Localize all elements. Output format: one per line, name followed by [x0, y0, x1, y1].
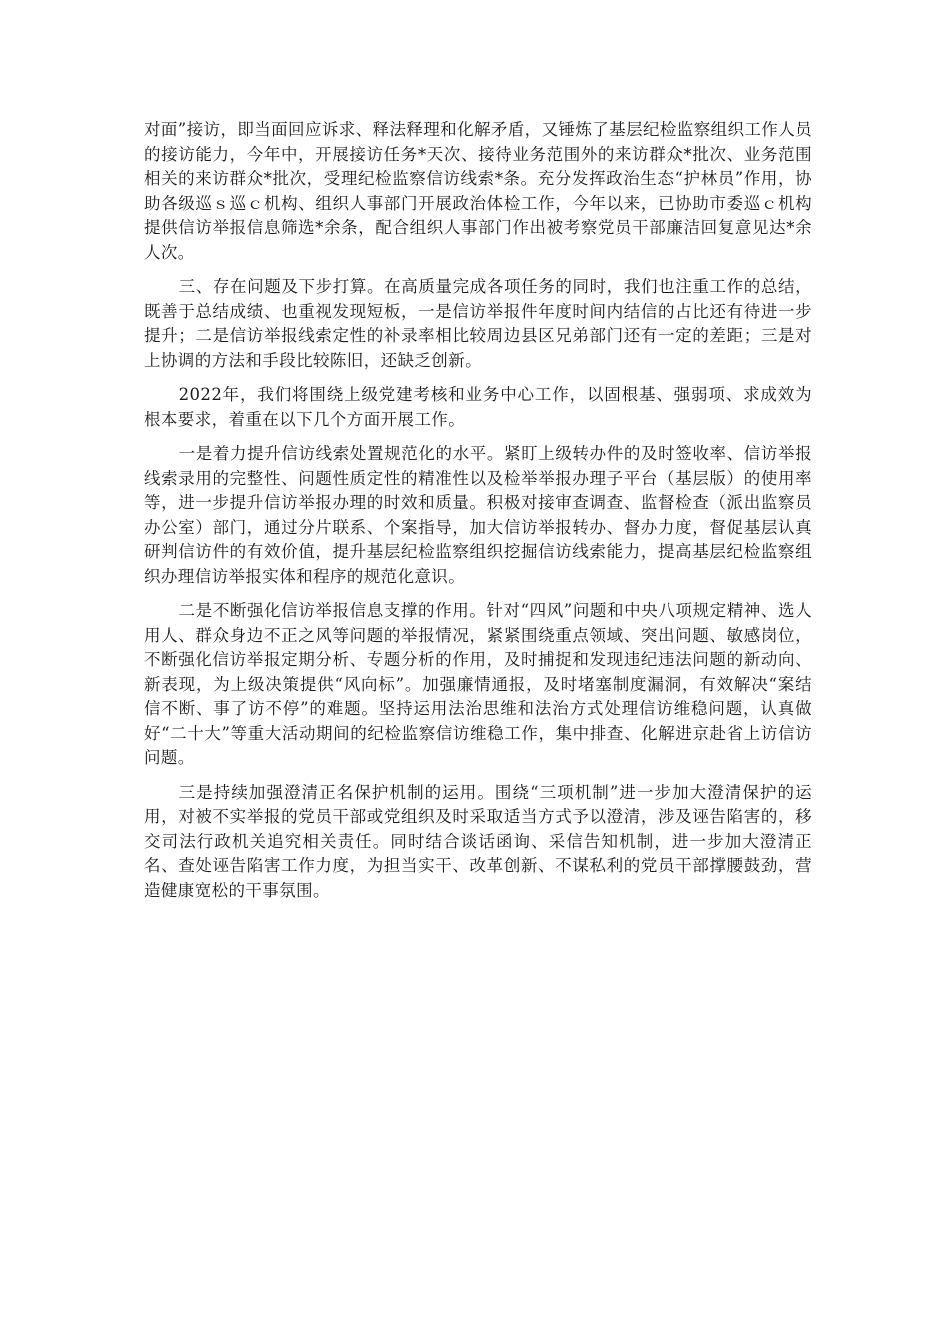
paragraph-item-two: 二是不断强化信访举报信息支撑的作用。针对“四风”问题和中央八项规定精神、选人用人、群众身边不正之风等问题的举报情况，紧紧围绕重点领域、突出问题、敏感岗位，不断强化信访举报定期分析、专题分析的作用，及时捕捉和发现违纪违法问题的新动向、新表现，为上级决策提供“风向标”。加强廉情通报，及时堵塞制度漏洞，有效解决“案结信不断、事了访不停”的难题。坚持运用法治思维和法治方式处理信访维稳问题，认真做好“二十大”等重大活动期间的纪检监察信访维稳工作，集中排查、化解进京赴省上访信访问题。	[144, 601, 812, 767]
paragraph-item-one: 一是着力提升信访线索处置规范化的水平。紧盯上级转办件的及时签收率、信访举报线索录用的完整性、问题性质定性的精准性以及检举举报办理子平台（基层版）的使用率等，进一步提升信访举报办理的时效和质量。积极对接审查调查、监督检查（派出监察员办公室）部门，通过分片联系、个案指导，加大信访举报转办、督办力度，督促基层认真研判信访件的有效价值，提升基层纪检监察组织挖掘信访线索能力，提高基层纪检监察组织办理信访举报实体和程序的规范化意识。	[144, 444, 812, 586]
paragraph-problems-and-plans: 三、存在问题及下步打算。在高质量完成各项任务的同时，我们也注重工作的总结，既善于总结成绩、也重视发现短板，一是信访举报件年度时间内结信的占比还有待进一步提升；二是信访举报线索定性的补录率相比较周边县区兄弟部门还有一定的差距；三是对上协调的方法和手段比较陈旧，还缺乏创新。	[144, 277, 812, 370]
document-body	[144, 118, 812, 913]
paragraph-2022-plan: 2022年，我们将围绕上级党建考核和业务中心工作，以固根基、强弱项、求成效为根本要求，着重在以下几个方面开展工作。	[144, 385, 812, 429]
paragraph-item-three: 三是持续加强澄清正名保护机制的运用。围绕“三项机制”进一步加大澄清保护的运用，对被不实举报的党员干部或党组织及时采取适当方式予以澄清，涉及诬告陷害的，移交司法行政机关追究相关责任。同时结合谈话函询、采信告知机制，进一步加大澄清正名、查处诬告陷害工作力度，为担当实干、改革创新、不谋私利的党员干部撑腰鼓劲，营造健康宽松的干事氛围。	[144, 782, 812, 900]
paragraph-continuation: 对面”接访，即当面回应诉求、释法释理和化解矛盾，又锤炼了基层纪检监察组织工作人员的接访能力，今年中，开展接访任务*天次、接待业务范围外的来访群众*批次、业务范围相关的来访群众*批次，受理纪检监察信访线索*条。充分发挥政治生态“护林员”作用，协助各级巡ｓ巡ｃ机构、组织人事部门开展政治体检工作，今年以来，已协助市委巡ｃ机构提供信访举报信息筛选*余条，配合组织人事部门作出被考察党员干部廉洁回复意见达*余人次。	[144, 120, 812, 262]
